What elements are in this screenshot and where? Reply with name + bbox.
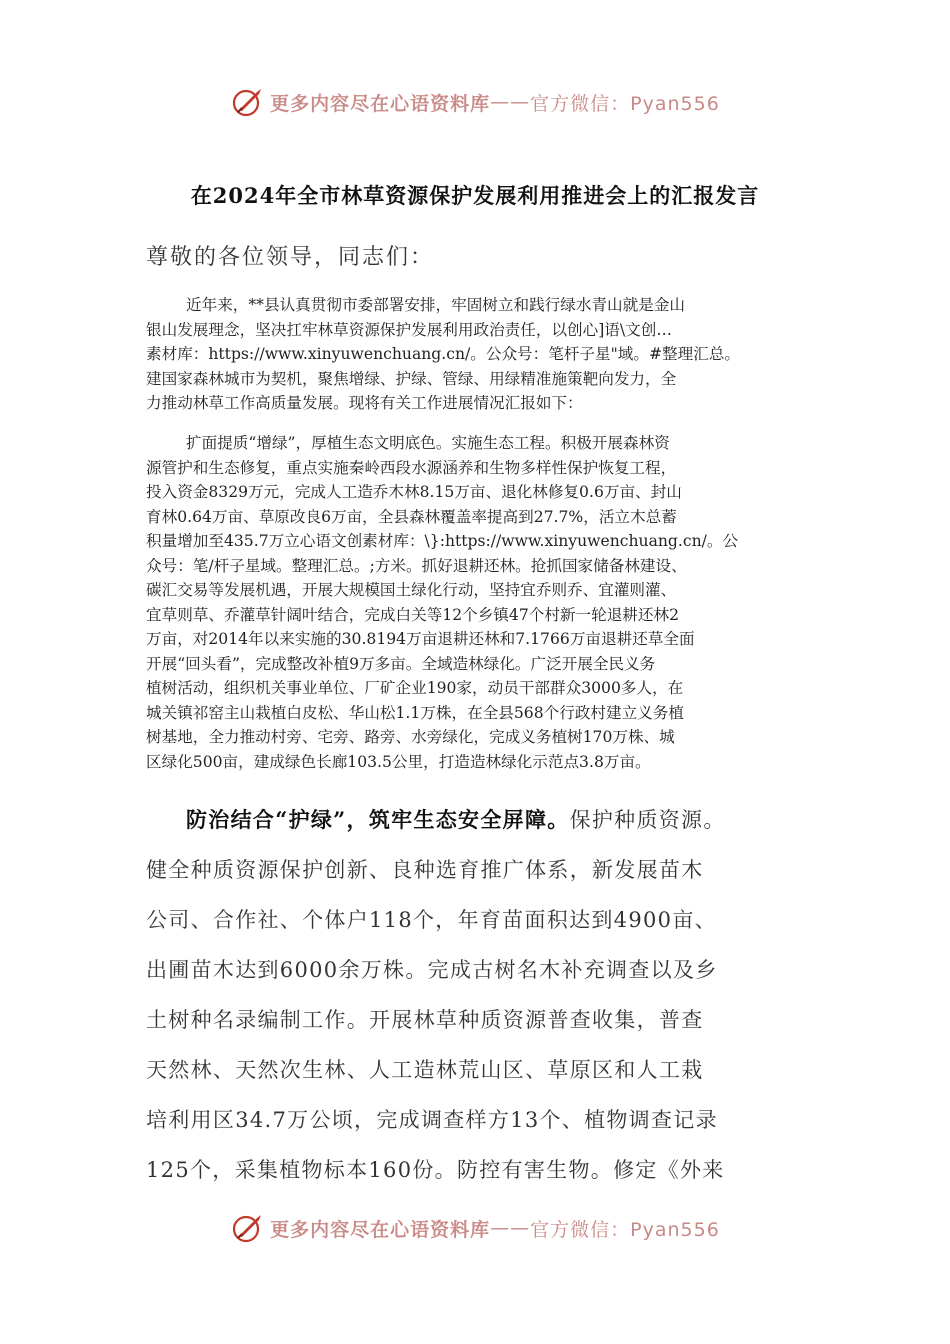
paragraph-line: 植树活动，组织机关事业单位、厂矿企业190家，动员干部群众3000多人，在 xyxy=(146,679,684,697)
paragraph-line: 源管护和生态修复，重点实施秦岭西段水源涵养和生物多样性保护恢复工程， xyxy=(146,458,677,477)
paragraph-line: 众号：笔/杆子星域。整理汇总。;方米。抓好退耕还林。抢抓国家储备林建设、 xyxy=(146,556,687,575)
paragraph-line: 万亩，对2014年以来实施的30.8194万亩退耕还林和7.1766万亩退耕还草全面 xyxy=(146,630,695,648)
paragraph-line: 培利用区34.7万公顷，完成调查样方13个、植物调查记录 xyxy=(146,1108,718,1132)
section-heading: 防治结合“护绿”，筑牢生态安全屏障。 xyxy=(186,807,570,832)
paragraph-line: 城关镇祁窑主山栽植白皮松、华山松1.1万株，在全县568个行政村建立义务植 xyxy=(146,703,684,722)
paragraph-protect-green xyxy=(146,795,826,1195)
banner-wechat: 官方微信：Pyan556 xyxy=(530,92,720,115)
paragraph-line: 扩面提质“增绿”，厚植生态文明底色。实施生态工程。积极开展森林资 xyxy=(186,434,670,452)
paragraph-first-line xyxy=(146,795,826,845)
banner-separator: —— xyxy=(490,1217,531,1239)
paragraph-line: 125个，采集植物标本160份。防控有害生物。修定《外来 xyxy=(146,1158,725,1182)
paragraph-line: 近年来，**县认真贯彻市委部署安排，牢固树立和践行绿水青山就是金山 xyxy=(186,296,686,314)
paragraph-line: 健全种质资源保护创新、良种选育推广体系，新发展苗木 xyxy=(146,858,704,882)
paragraph-line: 宜草则草、乔灌草针阔叶结合，完成白关等12个乡镇47个村新一轮退耕还林2 xyxy=(146,605,680,624)
paragraph-line: 出圃苗木达到6000余万株。完成古树名木补充调查以及乡 xyxy=(146,958,718,982)
paragraph-line: 天然林、天然次生林、人工造林荒山区、草原区和人工栽 xyxy=(146,1058,704,1082)
footer-banner xyxy=(0,1212,950,1244)
banner-brand: 更多内容尽在心语资料库 xyxy=(270,1218,491,1241)
banner-separator: —— xyxy=(490,91,531,113)
greeting: 尊敬的各位领导，同志们： xyxy=(146,245,435,270)
paragraph-line: 碳汇交易等发展机遇，开展大规模国土绿化行动，坚持宜乔则乔、宜灌则灌、 xyxy=(146,581,677,599)
paragraph-increase-green xyxy=(146,431,810,774)
paragraph-line: 开展“回头看”，完成整改补植9万多亩。全域造林绿化。广泛开展全民义务 xyxy=(146,654,656,673)
document-title: 在2024年全市林草资源保护发展利用推进会上的汇报发言 xyxy=(190,183,760,208)
paragraph-line: 力推动林草工作高质量发展。现将有关工作进展情况汇报如下： xyxy=(146,394,583,412)
banner-wechat: 官方微信：Pyan556 xyxy=(530,1218,720,1241)
paragraph-line: 树基地，全力推动村旁、宅旁、路旁、水旁绿化，完成义务植树170万株、城 xyxy=(146,728,675,746)
header-banner xyxy=(0,86,950,118)
paragraph-line: 公司、合作社、个体户118个，年育苗面积达到4900亩、 xyxy=(146,908,717,932)
section-subheading: 保护种质资源。 xyxy=(569,808,726,832)
paragraph-line: 银山发展理念，坚决扛牢林草资源保护发展利用政治责任，以创心]语\文创… xyxy=(146,320,672,339)
paragraph-intro xyxy=(146,293,810,416)
paragraph-line: 区绿化500亩，建成绿色长廊103.5公里，打造造林绿化示范点3.8万亩。 xyxy=(146,752,651,771)
quill-logo-icon xyxy=(230,1212,266,1244)
paragraph-line: 建国家森林城市为契机，聚焦增绿、护绿、管绿、用绿精准施策靶向发力，全 xyxy=(146,369,677,388)
quill-logo-icon xyxy=(230,86,266,118)
paragraph-line: 投入资金8329万元，完成人工造乔木林8.15万亩、退化林修复0.6万亩、封山 xyxy=(146,483,682,501)
paragraph-line: 土树种名录编制工作。开展林草种质资源普查收集，普查 xyxy=(146,1008,704,1032)
banner-brand: 更多内容尽在心语资料库 xyxy=(270,92,491,115)
paragraph-line: 积量增加至435.7万立心语文创素材库：\}:https://www.xinyuwenchuang.cn/。公 xyxy=(146,532,739,550)
paragraph-line: 育林0.64万亩、草原改良6万亩，全县森林覆盖率提高到27.7%，活立木总蓄 xyxy=(146,507,677,526)
paragraph-line: 素材库：https://www.xinyuwenchuang.cn/。公众号：笔杆子星"域。#整理汇总。 xyxy=(146,345,741,363)
